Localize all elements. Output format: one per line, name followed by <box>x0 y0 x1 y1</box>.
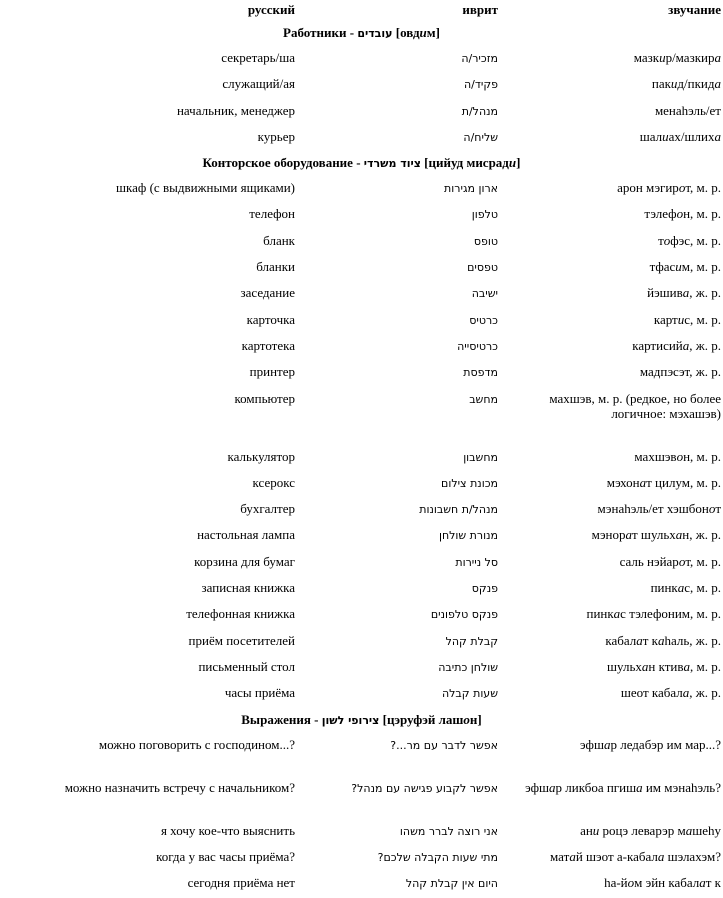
section-header <box>0 22 723 47</box>
pronunciation <box>500 282 723 308</box>
pronunciation-part: мазк <box>633 50 660 65</box>
hebrew-text: פקיד/ה <box>463 78 498 92</box>
pronunciation-part: с, м. р. <box>684 311 721 327</box>
hebrew-term <box>297 256 500 282</box>
pronunciation-part: т шульх <box>632 527 676 543</box>
section-title <box>0 22 723 47</box>
pronunciation <box>500 551 723 577</box>
pronunciation-part: м эйн кабал <box>634 875 700 891</box>
header-hebrew: иврит <box>462 2 498 17</box>
section-title-part: и <box>419 25 427 40</box>
hebrew-text: מנורת שולחן <box>438 529 498 543</box>
pronunciation-part: с тэлефоним, м. р. <box>620 606 721 622</box>
pronunciation-part: махшэв <box>634 448 677 464</box>
russian-term: сегодня приёма нет <box>187 875 295 891</box>
hebrew-text: אפשר לקבוע פגישה עם מנהל? <box>351 781 498 795</box>
pronunciation <box>500 446 723 472</box>
stressed-vowel: а <box>682 685 690 701</box>
vocab-row <box>0 335 723 361</box>
russian-term: записная книжка <box>201 580 295 596</box>
hebrew-term <box>297 846 500 872</box>
hebrew-text: היום אין קבלת קהל <box>405 877 498 891</box>
section-title-part: צירופי לשון <box>321 713 380 727</box>
hebrew-term <box>297 126 500 152</box>
hebrew-term <box>297 361 500 387</box>
russian-term: секретарь/ша <box>221 50 295 65</box>
hebrew-text: ישיבה <box>471 287 498 301</box>
hebrew-text: מחשב <box>469 392 498 406</box>
pronunciation-part: эфш <box>525 779 550 795</box>
pronunciation <box>500 230 723 256</box>
pronunciation-part: т цилум, м. р. <box>646 474 721 490</box>
vocab-row <box>0 577 723 603</box>
russian-term: заседание <box>240 285 295 301</box>
section-title-part: Выражения - <box>241 711 322 727</box>
stressed-vowel: и <box>659 50 666 65</box>
vocab-row <box>0 846 723 872</box>
stressed-vowel: и <box>670 76 678 92</box>
russian-term: телефон <box>249 206 295 222</box>
hebrew-text: אפשר לדבר עם מר...? <box>390 738 498 752</box>
pronunciation <box>500 309 723 335</box>
pronunciation <box>500 335 723 361</box>
hebrew-term <box>297 446 500 472</box>
russian-term: бланк <box>263 232 295 248</box>
russian-term: корзина для бумаг <box>194 553 295 569</box>
russian-term: бухгалтер <box>240 501 295 517</box>
pronunciation-part: , м. р. <box>690 658 721 674</box>
russian-term: я хочу кое-что выяснить <box>160 822 295 838</box>
pronunciation-part: пак <box>651 76 671 92</box>
stressed-vowel: о <box>678 553 686 569</box>
pronunciation <box>500 361 723 387</box>
pronunciation <box>500 656 723 682</box>
pronunciation <box>500 498 723 524</box>
pronunciation-part: йэшив <box>647 285 683 301</box>
pronunciation-part: hа-й <box>604 875 628 891</box>
russian-term: часы приёма <box>224 685 295 701</box>
pronunciation-part: hаль, ж. р. <box>664 632 721 648</box>
pronunciation <box>500 777 723 820</box>
hebrew-text: קבלת קהל <box>445 634 498 648</box>
pronunciation-part: шеот кабал <box>620 685 683 701</box>
hebrew-text: כרטיס <box>469 313 498 327</box>
pronunciation-part: фэс, м. р. <box>670 232 721 248</box>
pronunciation-part: шеhу <box>692 822 721 838</box>
stressed-vowel: и <box>592 822 600 838</box>
hebrew-term <box>297 524 500 550</box>
hebrew-term <box>297 734 500 777</box>
stressed-vowel: о <box>708 501 716 517</box>
pronunciation-part: шал <box>639 128 663 144</box>
vocab-row <box>0 498 723 524</box>
hebrew-term <box>297 656 500 682</box>
stressed-vowel: и <box>675 259 682 275</box>
russian-term: приём посетителей <box>188 632 295 648</box>
stressed-vowel: о <box>676 206 684 222</box>
hebrew-term <box>297 472 500 498</box>
hebrew-term <box>297 388 500 446</box>
russian-term: можно поговорить с господином...? <box>98 736 295 752</box>
pronunciation-part: т к <box>642 632 658 648</box>
pronunciation-part: т <box>658 232 664 248</box>
pronunciation-part: кабал <box>605 632 637 648</box>
russian-term: карточка <box>246 311 295 327</box>
hebrew-text: מנהל/ת <box>461 104 498 118</box>
russian-term: калькулятор <box>227 448 295 464</box>
pronunciation-part: мэнаhэль/ет хэшбон <box>597 501 709 517</box>
section-title-part: ציוד משרדי <box>363 157 421 171</box>
section-title-part: [цэруфэй лаш <box>379 711 464 727</box>
hebrew-term <box>297 230 500 256</box>
stressed-vowel: и <box>662 128 669 144</box>
section-title <box>0 709 723 734</box>
vocab-row <box>0 820 723 846</box>
pronunciation-part: тфас <box>649 259 676 275</box>
hebrew-text: פנקס טלפונים <box>430 608 498 622</box>
pronunciation-part: н ктив <box>648 658 684 674</box>
hebrew-term <box>297 682 500 708</box>
stressed-vowel: а <box>714 76 721 92</box>
pronunciation-part: м, м. р. <box>681 259 721 275</box>
stressed-vowel: а <box>603 736 611 752</box>
hebrew-text: שולחן כתיבה <box>438 660 498 674</box>
pronunciation-part: т к <box>705 875 721 891</box>
hebrew-text: מדפסת <box>463 366 498 380</box>
pronunciation-part: н, ж. р. <box>682 527 721 543</box>
stressed-vowel: а <box>636 779 643 795</box>
pronunciation-part: й шэот а-кабал <box>575 848 658 864</box>
russian-term: письменный стол <box>198 658 295 674</box>
vocab-row <box>0 126 723 152</box>
hebrew-text: טפסים <box>467 261 498 275</box>
vocab-row <box>0 551 723 577</box>
hebrew-text: טלפון <box>471 208 498 222</box>
vocab-row <box>0 73 723 99</box>
vocab-row <box>0 682 723 708</box>
vocab-row <box>0 603 723 629</box>
vocab-row <box>0 388 723 446</box>
hebrew-text: מנהל/ת חשבונות <box>419 503 498 517</box>
stressed-vowel: а <box>685 822 693 838</box>
russian-term: ксерокс <box>252 474 295 490</box>
vocab-row <box>0 656 723 682</box>
section-title-part: [овд <box>392 25 420 40</box>
hebrew-term <box>297 100 500 126</box>
vocab-row <box>0 524 723 550</box>
pronunciation-part: сэт, ж. р. <box>673 364 721 380</box>
vocab-row <box>0 256 723 282</box>
pronunciation <box>500 256 723 282</box>
hebrew-term <box>297 577 500 603</box>
pronunciation-part: мэхон <box>606 474 640 490</box>
vocab-row <box>0 100 723 126</box>
russian-term: когда у вас часы приёма? <box>156 848 295 864</box>
stressed-vowel: а <box>675 527 683 543</box>
stressed-vowel: а <box>682 285 690 301</box>
pronunciation-part: эфш <box>580 736 604 752</box>
hebrew-text: מתי שעות הקבלה שלכם? <box>377 850 498 864</box>
stressed-vowel: а <box>625 527 632 543</box>
pronunciation-part: р ледабэр им мар...? <box>610 736 721 752</box>
stressed-vowel: а <box>657 848 665 864</box>
hebrew-term <box>297 498 500 524</box>
pronunciation <box>500 100 723 126</box>
pronunciation-part: р/мазкир <box>665 50 715 65</box>
stressed-vowel: а <box>657 632 665 648</box>
pronunciation-part: менаhэль/ет <box>654 102 721 118</box>
hebrew-text: מכונת צילום <box>441 476 498 490</box>
section-title-part: עובדים <box>357 27 393 40</box>
pronunciation <box>500 177 723 203</box>
section-title-part: Конторское оборудование - <box>202 155 364 171</box>
vocab-row <box>0 472 723 498</box>
pronunciation-part: картисий <box>632 337 683 353</box>
pronunciation <box>500 682 723 708</box>
russian-term: курьер <box>257 128 295 144</box>
vocab-row <box>0 177 723 203</box>
stressed-vowel: а <box>714 128 721 144</box>
vocab-row <box>0 47 723 73</box>
pronunciation <box>500 577 723 603</box>
section-header <box>0 152 723 177</box>
pronunciation <box>500 846 723 872</box>
pronunciation <box>500 388 723 446</box>
russian-term: можно назначить встречу с начальником? <box>64 779 295 795</box>
vocab-row <box>0 309 723 335</box>
russian-term: настольная лампа <box>197 527 295 543</box>
stressed-vowel: а <box>636 632 643 648</box>
header-row <box>0 0 723 22</box>
pronunciation-part: саль нэйар <box>619 553 679 569</box>
pronunciation-part: им мэнаhэль? <box>642 779 721 795</box>
pronunciation-part: карт <box>653 311 678 327</box>
hebrew-text: אני רוצה לברר משהו <box>399 824 498 838</box>
pronunciation <box>500 524 723 550</box>
section-title-part: о <box>463 711 470 727</box>
vocab-row <box>0 446 723 472</box>
pronunciation <box>500 603 723 629</box>
pronunciation <box>500 630 723 656</box>
header-pronunciation: звучание <box>668 2 721 17</box>
stressed-vowel: а <box>613 606 621 622</box>
pronunciation-part: т, м. р. <box>685 553 721 569</box>
russian-term: принтер <box>249 364 295 380</box>
hebrew-term <box>297 203 500 229</box>
pronunciation <box>500 734 723 777</box>
hebrew-term <box>297 820 500 846</box>
hebrew-term <box>297 47 500 73</box>
hebrew-term <box>297 551 500 577</box>
pronunciation-part: арон мэгир <box>617 180 679 196</box>
pronunciation-part: д/пкид <box>677 76 715 92</box>
hebrew-text: מזכיר/ה <box>461 52 498 65</box>
stressed-vowel: а <box>682 337 690 353</box>
hebrew-term <box>297 777 500 820</box>
stressed-vowel: а <box>549 779 556 795</box>
stressed-vowel: э <box>667 364 674 380</box>
stressed-vowel: а <box>569 848 576 864</box>
pronunciation <box>500 203 723 229</box>
section-title-part: и <box>508 155 517 171</box>
vocab-row <box>0 734 723 777</box>
hebrew-term <box>297 603 500 629</box>
stressed-vowel: о <box>678 180 686 196</box>
pronunciation-part: шэлахэм? <box>664 848 721 864</box>
pronunciation-part: пинк <box>650 580 678 596</box>
pronunciation <box>500 472 723 498</box>
pronunciation <box>500 73 723 99</box>
pronunciation-part: , ж. р. <box>689 337 721 353</box>
pronunciation-part: с, м. р. <box>684 580 721 596</box>
stressed-vowel: а <box>714 50 721 65</box>
hebrew-term <box>297 309 500 335</box>
hebrew-term <box>297 282 500 308</box>
hebrew-term <box>297 630 500 656</box>
pronunciation-part: н, м. р. <box>683 448 721 464</box>
pronunciation-part: шульх <box>607 658 642 674</box>
header-russian: русский <box>247 2 295 17</box>
russian-term: картотека <box>241 337 295 353</box>
hebrew-term <box>297 872 500 898</box>
pronunciation-part: , ж. р. <box>689 285 721 301</box>
pronunciation <box>500 872 723 898</box>
hebrew-text: ארון מגירות <box>444 182 498 196</box>
stressed-vowel: о <box>676 448 684 464</box>
pronunciation-part: махшэв, м. р. (редкое, но более логичное: мэхашэв) <box>549 390 721 421</box>
pronunciation-part: тэлеф <box>644 206 677 222</box>
section-title <box>0 152 723 177</box>
pronunciation-part: мэнор <box>591 527 626 543</box>
russian-term: шкаф (с выдвижными ящиками) <box>116 180 295 196</box>
hebrew-term <box>297 73 500 99</box>
stressed-vowel: о <box>663 232 671 248</box>
pronunciation-part: мат <box>550 848 570 864</box>
hebrew-text: כרטיסייה <box>457 339 498 353</box>
stressed-vowel: а <box>699 875 706 891</box>
stressed-vowel: а <box>683 658 691 674</box>
pronunciation <box>500 820 723 846</box>
vocab-row <box>0 203 723 229</box>
hebrew-text: שליח/ה <box>463 130 498 144</box>
hebrew-text: שעות קבלה <box>441 687 498 701</box>
russian-term: начальник, менеджер <box>176 102 295 118</box>
pronunciation <box>500 47 723 73</box>
russian-term: бланки <box>256 259 295 275</box>
hebrew-text: מחשבון <box>463 450 498 464</box>
pronunciation-part: т <box>715 501 721 517</box>
pronunciation-part: пинк <box>586 606 614 622</box>
pronunciation-part: р ликбоа пгиш <box>555 779 637 795</box>
section-title-part: Работники - <box>283 25 358 40</box>
hebrew-text: טופס <box>473 234 498 248</box>
stressed-vowel: о <box>627 875 635 891</box>
russian-term: компьютер <box>234 390 295 406</box>
pronunciation-part: ан <box>580 822 593 838</box>
stressed-vowel: а <box>639 474 647 490</box>
russian-term: служащий/ая <box>222 76 295 92</box>
vocab-row <box>0 282 723 308</box>
section-title-part: ] <box>516 155 521 171</box>
section-title-part: [цийуд мисрад <box>420 155 509 171</box>
hebrew-term <box>297 177 500 203</box>
pronunciation-part: ах/шлих <box>668 128 715 144</box>
vocab-row <box>0 777 723 820</box>
stressed-vowel: и <box>677 311 685 327</box>
stressed-vowel: а <box>641 658 649 674</box>
section-title-part: н] <box>469 711 482 727</box>
pronunciation-part: мадп <box>639 364 668 380</box>
hebrew-text: סל ניירות <box>455 555 498 569</box>
pronunciation-part: н, м. р. <box>683 206 721 222</box>
vocab-row <box>0 872 723 898</box>
section-header <box>0 709 723 734</box>
pronunciation <box>500 126 723 152</box>
pronunciation-part: роцэ леварэр м <box>599 822 686 838</box>
pronunciation-part: т, м. р. <box>685 180 721 196</box>
vocab-row <box>0 230 723 256</box>
hebrew-text: פנקס <box>471 582 498 596</box>
russian-term: телефонная книжка <box>186 606 295 622</box>
section-title-part: м] <box>426 25 440 40</box>
vocab-row <box>0 630 723 656</box>
stressed-vowel: а <box>677 580 685 596</box>
vocab-row <box>0 361 723 387</box>
hebrew-term <box>297 335 500 361</box>
pronunciation-part: , ж. р. <box>689 685 721 701</box>
